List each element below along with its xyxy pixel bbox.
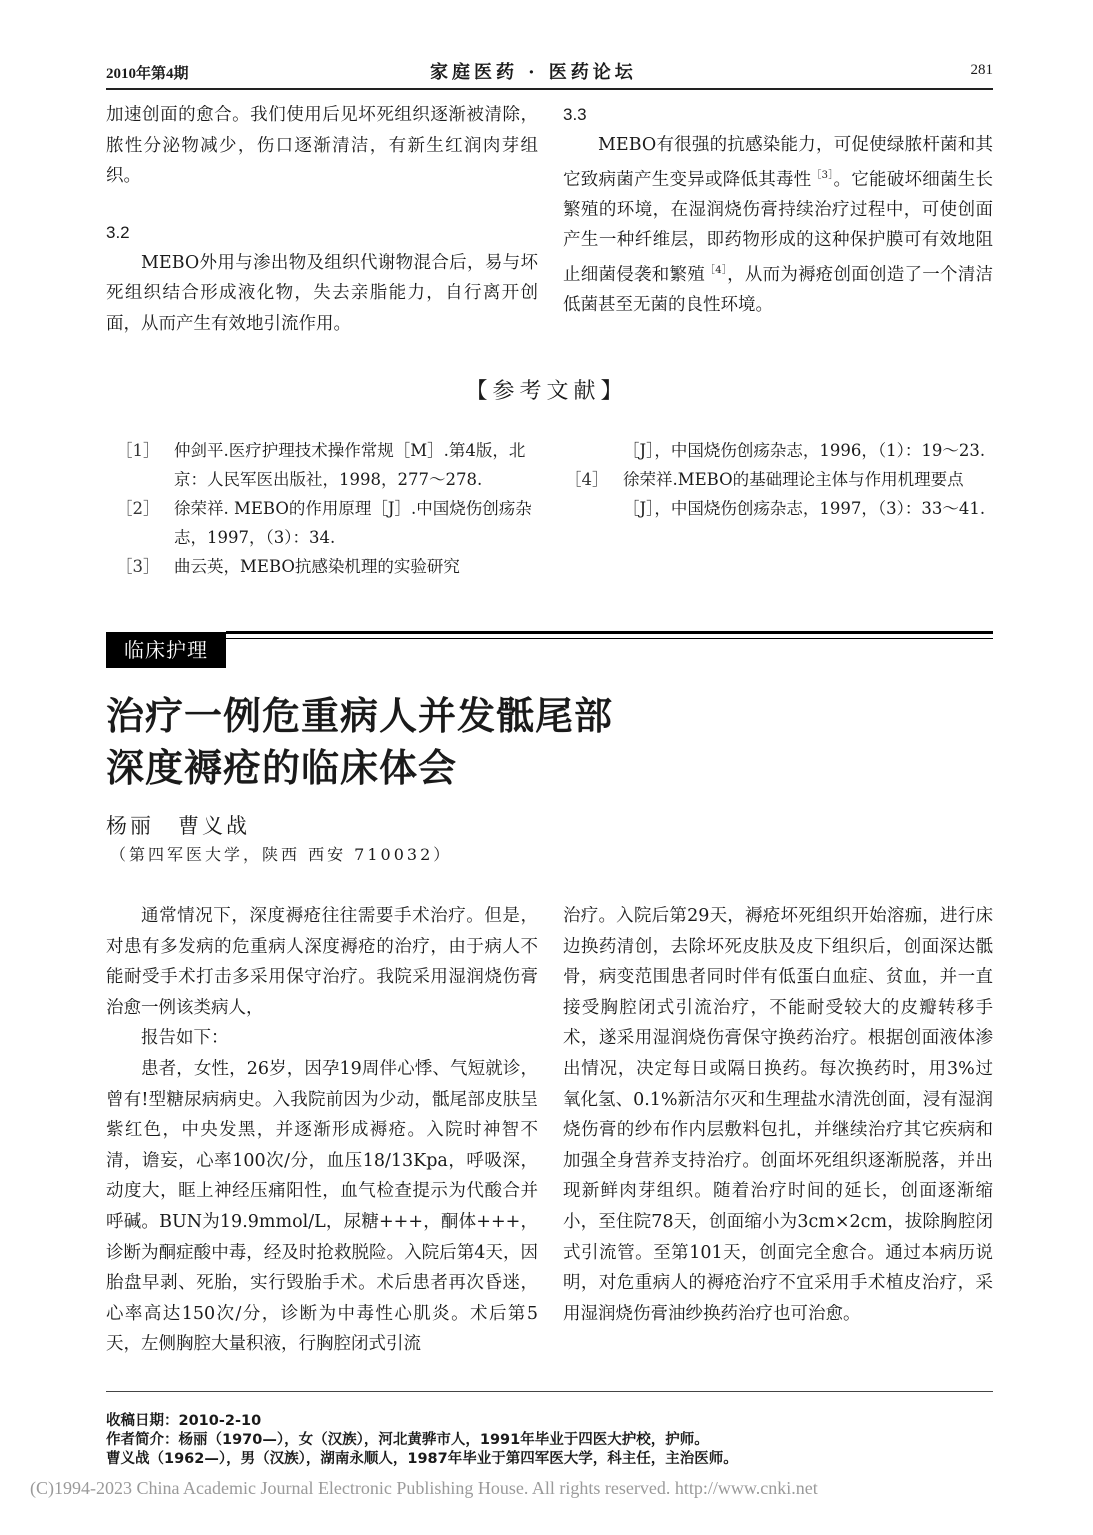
top-left-column [106,100,538,339]
section-rule-thick [226,631,993,634]
body-right-column [563,901,993,1329]
received-date: 收稿日期：2010-2-10 [106,1413,262,1429]
reference-item [565,465,993,523]
section-3-2-text: MEBO外用与渗出物及组织代谢物混合后，易与坏死组织结合形成液化物，失去亲脂能力，自行离开创面，从而产生有效地引流作用。 [106,252,538,334]
article-affiliation: （第四军医大学，陕西 西安 710032） [110,845,453,864]
section-3-3-text-a: MEBO有很强的抗感染能力，可促使绿脓杆菌和其它致病菌产生变异或降低其毒性 [563,135,993,190]
reference-number: ［3］ [116,557,160,576]
header-rule [106,88,993,90]
article-authors: 杨丽 曹义战 [106,814,250,838]
reference-item [116,552,542,581]
reference-item [116,494,542,552]
section-3-3-text [563,130,993,321]
body-paragraph: 报告如下： [141,1028,229,1049]
reference-number: ［1］ [116,441,160,460]
reference-continuation: ［J］，中国烧伤创疡杂志，1996，（1）：19～23. [623,441,986,460]
reference-text: 仲剑平.医疗护理技术操作常规［M］.第4版，北京：人民军医出版社，1998，277～278. [174,441,526,489]
article-title-line1: 治疗一例危重病人并发骶尾部 [106,693,614,738]
page-number: 281 [970,62,993,78]
body-paragraph: 治疗。入院后第29天，褥疮坏死组织开始溶痂，进行床边换药清创，去除坏死皮肤及皮下组织后，创面深达骶骨，病变范围患者同时伴有低蛋白血症、贫血，并一直接受胸腔闭式引流治疗，不能耐受较大的皮瓣转移手术，遂采用湿润烧伤膏保守换药治疗。根据创面液体渗出情况，决定每日或隔日换药。每次换药时，用3%过氧化氢、0.1%新洁尔灭和生理盐水清洗创面，浸有湿润烧伤膏的纱布作内层敷料包扎，并继续治疗其它疾病和加强全身营养支持治疗。创面坏死组织逐渐脱落，并出现新鲜肉芽组织。随着治疗时间的延长，创面逐渐缩小，至住院78天，创面缩小为3cm×2cm，拔除胸腔闭式引流管。至第101天，创面完全愈合。通过本病历说明，对危重病人的褥疮治疗不宜采用手术植皮治疗，采用湿润烧伤膏油纱换药治疗也可治愈。 [563,906,993,1324]
copyright-notice: (C)1994-2023 China Academic Journal Electronic Publishing House. All rights reserved. http://www.cnki.net [30,1478,818,1498]
author-bio-2: 曹义战（1962—），男（汉族），湖南永顺人，1987年毕业于第四军医大学，科主任，主治医师。 [106,1451,738,1467]
footnote-rule [106,1391,993,1392]
reference-text: 徐荣祥. MEBO的作用原理［J］.中国烧伤创疡杂志，1997，（3）：34. [174,499,532,547]
citation-3: ［3］ [811,169,834,181]
body-left-column [106,901,538,1360]
body-paragraph: 患者，女性，26岁，因孕19周伴心悸、气短就诊，曾有!型糖尿病病史。入我院前因为少动，骶尾部皮肤呈紫红色，中央发黑，并逐渐形成褥疮。入院时神智不清，谵妄，心率100次/分，血压18/13Kpa，呼吸深，动度大，眶上神经压痛阳性，血气检查提示为代酸合并呼碱。BUN为19.9mmol/L，尿糖+++，酮体+++，诊断为酮症酸中毒，经及时抢救脱险。入院后第4天，因胎盘早剥、死胎，实行毁胎手术。术后患者再次昏迷，心率高达150次/分，诊断为中毒性心肌炎。术后第5天，左侧胸腔大量积液，行胸腔闭式引流 [106,1058,538,1355]
reference-text: 徐荣祥.MEBO的基础理论主体与作用机理要点［J］，中国烧伤创疡杂志，1997，（3）：33～41. [623,470,986,518]
body-paragraph: 通常情况下，深度褥疮往往需要手术治疗。但是，对患有多发病的危重病人深度褥疮的治疗，由于病人不能耐受手术打击多采用保守治疗。我院采用湿润烧伤膏治愈一例该类病人， [106,906,538,1018]
journal-name: 家庭医药 · 医药论坛 [430,62,637,83]
continued-paragraph: 加速创面的愈合。我们使用后见坏死组织逐渐被清除，脓性分泌物减少，伤口逐渐清洁，有新生红润肉芽组织。 [106,105,538,186]
references-title: 【参考文献】 [465,379,628,404]
section-tag: 临床护理 [106,632,226,668]
reference-item [116,436,542,494]
references-right [565,436,993,523]
section-3-3-text-b: 。它能破坏细菌生长繁殖的环境，在湿润烧伤膏持续治疗过程中，可使创面产生一种纤维层，即药物形成的这种保护膜可有效地阻止细菌侵袭和繁殖 [563,169,994,285]
section-rule-thin [226,638,993,639]
article-title-line2: 深度褥疮的临床体会 [106,745,458,790]
reference-text: 曲云英，MEBO抗感染机理的实验研究 [174,557,460,576]
section-number-3-2: 3.2 [106,222,130,242]
issue-label: 2010年第4期 [106,66,189,82]
author-bio-1: 作者简介：杨丽（1970—），女（汉族），河北黄骅市人，1991年毕业于四医大护校，护师。 [106,1432,709,1448]
section-number-3-3: 3.3 [563,105,587,124]
reference-number: ［4］ [565,470,609,489]
section-3-3-text-c: ，从而为褥疮创面创造了一个清洁低菌甚至无菌的良性环境。 [563,264,994,316]
references-left [116,436,542,581]
top-right-column [563,100,993,321]
article-title [106,690,613,794]
reference-number: ［2］ [116,499,160,518]
citation-4: ［4］ [704,264,728,276]
